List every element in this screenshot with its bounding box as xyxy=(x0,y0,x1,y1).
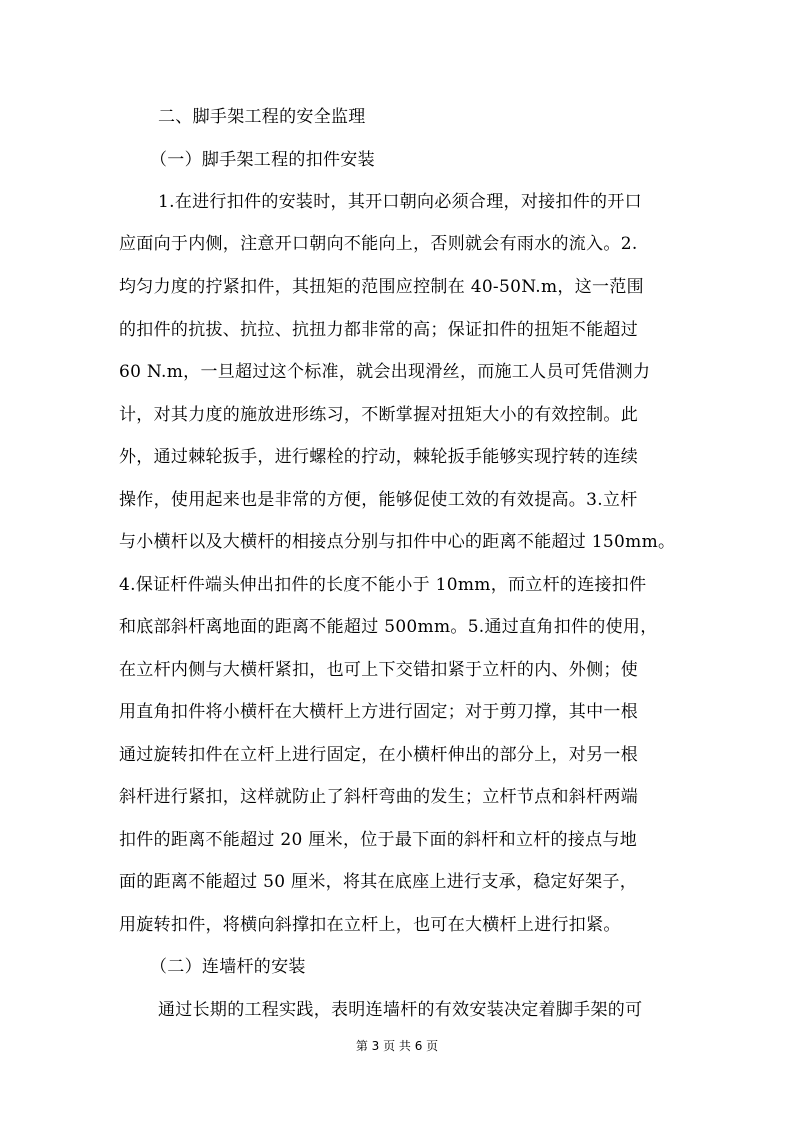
paragraph-line: 扣件的距离不能超过 20 厘米，位于最下面的斜杆和立杆的接点与地 xyxy=(119,830,638,850)
paragraph-line: 和底部斜杆离地面的距离不能超过 500mm。5.通过直角扣件的使用， xyxy=(119,617,658,637)
section-title: 二、脚手架工程的安全监理 xyxy=(158,107,366,127)
paragraph-line: 通过长期的工程实践，表明连墙杆的有效安装决定着脚手架的可 xyxy=(158,1000,643,1020)
paragraph-line: 4.保证杆件端头伸出扣件的长度不能小于 10mm，而立杆的连接扣件 xyxy=(119,575,647,595)
paragraph-line: 计，对其力度的施放进形练习，不断掌握对扭矩大小的有效控制。此 xyxy=(119,405,638,425)
paragraph-line: 用旋转扣件，将横向斜撑扣在立杆上，也可在大横杆上进行扣紧。 xyxy=(119,915,621,935)
paragraph-line: 均匀力度的拧紧扣件，其扭矩的范围应控制在 40-50N.m，这一范围 xyxy=(119,277,644,297)
paragraph-line: 与小横杆以及大横杆的相接点分别与扣件中心的距离不能超过 150mm。 xyxy=(119,532,676,552)
paragraph-line: 1.在进行扣件的安装时，其开口朝向必须合理，对接扣件的开口 xyxy=(158,192,642,212)
page-number-footer: 第 3 页 共 6 页 xyxy=(355,1039,439,1053)
paragraph-line: 外，通过棘轮扳手，进行螺栓的拧动，棘轮扳手能够实现拧转的连续 xyxy=(119,447,638,467)
paragraph-line: 斜杆进行紧扣，这样就防止了斜杆弯曲的发生；立杆节点和斜杆两端 xyxy=(119,787,638,807)
paragraph-line: 在立杆内侧与大横杆紧扣，也可上下交错扣紧于立杆的内、外侧；使 xyxy=(119,660,638,680)
paragraph-line: 用直角扣件将小横杆在大横杆上方进行固定；对于剪刀撑，其中一根 xyxy=(119,702,638,722)
paragraph-line: 应面向于内侧，注意开口朝向不能向上，否则就会有雨水的流入。2. xyxy=(119,234,638,254)
paragraph-line: 面的距离不能超过 50 厘米，将其在底座上进行支承，稳定好架子， xyxy=(119,872,638,892)
paragraph-line: 操作，使用起来也是非常的方便，能够促使工效的有效提高。3.立杆 xyxy=(119,490,638,510)
paragraph-line: 通过旋转扣件在立杆上进行固定，在小横杆伸出的部分上，对另一根 xyxy=(119,745,638,765)
paragraph-line: 60 N.m，一旦超过这个标准，就会出现滑丝，而施工人员可凭借测力 xyxy=(119,362,651,382)
paragraph-line: 的扣件的抗拔、抗拉、抗扭力都非常的高；保证扣件的扭矩不能超过 xyxy=(119,320,638,340)
subsection-title: （二）连墙杆的安装 xyxy=(150,957,306,977)
subsection-title: （一）脚手架工程的扣件安装 xyxy=(150,150,375,170)
